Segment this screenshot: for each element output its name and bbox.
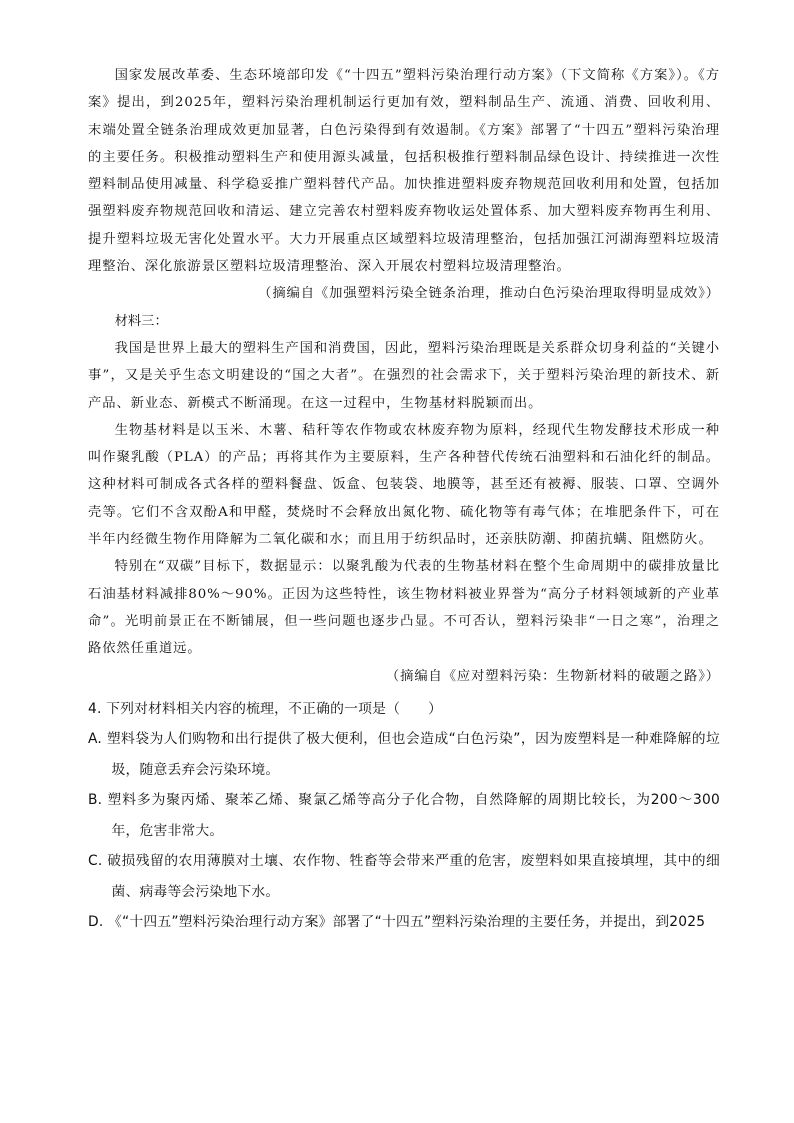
material2-paragraph: 国家发展改革委、生态环境部印发《“十四五”塑料污染治理行动方案》（下文简称《方案》）。《方案》提出，到2025年，塑料污染治理机制运行更加有效，塑料制品生产、流通、消费、回收利用、末端处置全链条治理成效更加显著，白色污染得到有效遏制。《方案》部署了“十四五”塑料污染治理的主要任务。积极推动塑料生产和使用源头减量，包括积极推行塑料制品绿色设计、持续推进一次性塑料制品使用减量、科学稳妥推广塑料替代产品。加快推进塑料废弃物规范回收利用和处置，包括加强塑料废弃物规范回收和清运、建立完善农村塑料废弃物收运处置体系、加大塑料废弃物再生利用、提升塑料垃圾无害化处置水平。大力开展重点区域塑料垃圾清理整治，包括加强江河湖海塑料垃圾清理整治、深化旅游景区塑料垃圾清理整治、深入开展农村塑料垃圾清理整治。 bbox=[88, 68, 720, 275]
material3-paragraph-3: 特别在“双碳”目标下，数据显示：以聚乳酸为代表的生物基材料在整个生命周期中的碳排放量比石油基材料减排80%～90%。正因为这些特性，该生物材料被业界誉为“高分子材料领域新的产业革命”。光明前景正在不断铺展，但一些问题也逐步凸显。不可否认，塑料污染非“一日之寒”，治理之路依然任重道远。 bbox=[88, 559, 720, 657]
option-c[interactable]: C. 破损残留的农用薄膜对土壤、农作物、牲畜等会带来严重的危害，废塑料如果直接填埋，其中的细菌、病毒等会污染地下水。 bbox=[88, 853, 720, 900]
question-4 bbox=[88, 694, 720, 938]
option-b[interactable]: B. 塑料多为聚丙烯、聚苯乙烯、聚氯乙烯等高分子化合物，自然降解的周期比较长，为200～300年，危害非常大。 bbox=[88, 792, 720, 839]
material3-source: （摘编自《应对塑料污染：生物新材料的破题之路》） bbox=[385, 668, 720, 684]
document-page bbox=[88, 62, 720, 938]
option-d[interactable]: D. 《“十四五”塑料污染治理行动方案》部署了“十四五”塑料污染治理的主要任务，并提出，到2025 bbox=[88, 914, 706, 931]
material3-paragraph-1: 我国是世界上最大的塑料生产国和消费国，因此，塑料污染治理既是关系群众切身利益的“关键小事”，又是关乎生态文明建设的“国之大者”。在强烈的社会需求下，关于塑料污染治理的新技术、新产品、新业态、新模式不断涌现。在这一过程中，生物基材料脱颖而出。 bbox=[88, 340, 720, 411]
material3-label: 材料三： bbox=[114, 313, 168, 329]
option-a[interactable]: A. 塑料袋为人们购物和出行提供了极大便利，但也会造成“白色污染”，因为废塑料是一种难降解的垃圾，随意丢弃会污染环境。 bbox=[88, 731, 720, 778]
question-stem: 4. 下列对材料相关内容的梳理，不正确的一项是（ ） bbox=[88, 700, 443, 717]
material3-paragraph-2: 生物基材料是以玉米、木薯、秸秆等农作物或农林废弃物为原料，经现代生物发酵技术形成一种叫作聚乳酸（PLA）的产品；再将其作为主要原料，生产各种替代传统石油塑料和石油化纤的制品。这种材料可制成各式各样的塑料餐盘、饭盒、包装袋、地膜等，甚至还有被褥、服装、口罩、空调外壳等。它们不含双酚A和甲醛，焚烧时不会释放出氮化物、硫化物等有毒气体；在堆肥条件下，可在半年内经微生物作用降解为二氧化碳和水；而且用于纺织品时，还亲肤防潮、抑菌抗螨、阻燃防火。 bbox=[88, 422, 720, 548]
material2-source: （摘编自《加强塑料污染全链条治理，推动白色污染治理取得明显成效》） bbox=[258, 286, 720, 302]
